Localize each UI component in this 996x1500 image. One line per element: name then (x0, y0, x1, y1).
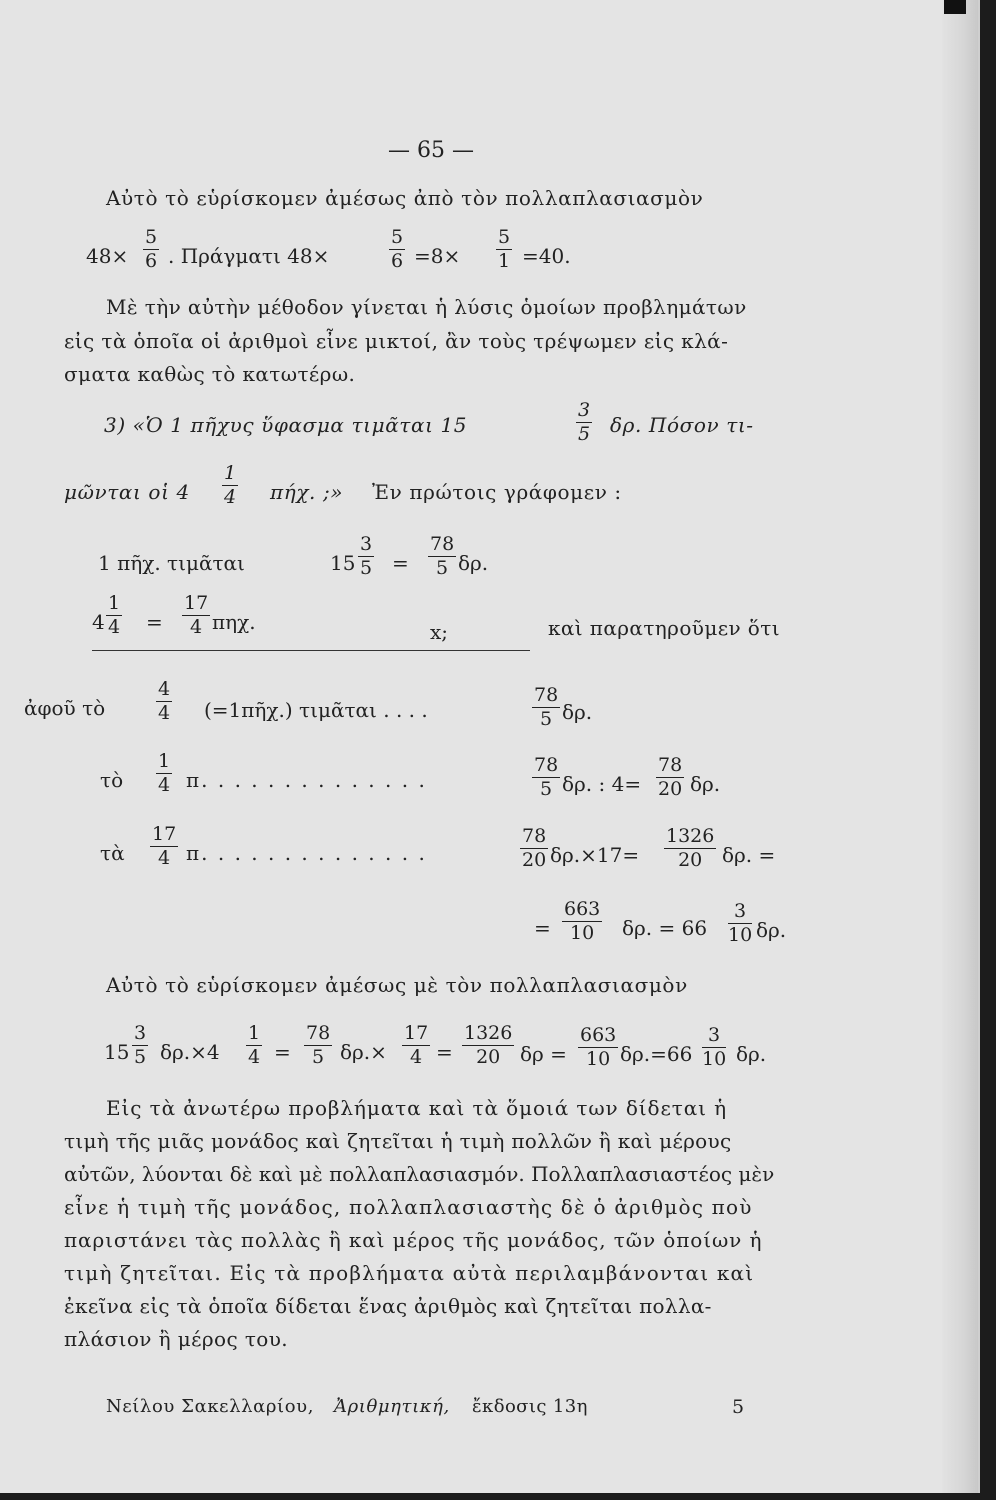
step-text: ἀφοῦ τὸ (24, 696, 106, 720)
fraction: $\frac{78}{5}$ (534, 754, 559, 800)
fraction: $\frac{5}{6}$ (145, 226, 158, 272)
step-text: δρ. = (722, 843, 776, 867)
setup-text: πηχ. (212, 610, 256, 634)
fraction: $\frac{4}{4}$ (158, 678, 171, 724)
fraction: $\frac{3}{10}$ (728, 900, 753, 946)
paragraph-line: τιμὴ τῆς μιᾶς μονάδος καὶ ζητεῖται ἡ τιμὴ πολλῶν ἢ καὶ μέρους (64, 1129, 732, 1153)
paragraph-line: πλάσιον ἢ μέρος του. (64, 1327, 289, 1351)
fraction: $\frac{78}{5}$ (430, 533, 455, 579)
problem-text: μῶνται οἱ 4 (64, 480, 190, 504)
fraction: $\frac{5}{6}$ (391, 226, 404, 272)
footer-title: Ἀριθμητική, (334, 1396, 450, 1417)
page-number: — 65 — (388, 138, 474, 163)
fraction: $\frac{1}{4}$ (248, 1022, 261, 1068)
eq-text: δρ.=66 (620, 1042, 693, 1066)
fraction: $\frac{3}{10}$ (702, 1024, 727, 1070)
fraction: $\frac{663}{10}$ (564, 898, 601, 944)
step-text: (=1πῆχ.) τιμᾶται . . . . (204, 698, 428, 722)
eq-text: = (274, 1040, 291, 1064)
eq-text: δρ. (736, 1042, 767, 1066)
fraction: $\frac{78}{20}$ (522, 825, 547, 871)
step-text: δρ. (756, 918, 787, 942)
paragraph-line: Αὐτὸ τὸ εὑρίσκομεν ἀμέσως μὲ τὸν πολλαπλασιασμὸν (106, 973, 688, 997)
eq-text: . Πράγματι 48× (168, 244, 330, 268)
fraction: $\frac{3}{5}$ (134, 1022, 147, 1068)
eq-text: δρ.× (340, 1040, 387, 1064)
step-text: δρ. = 66 (622, 916, 708, 940)
fraction: $\frac{3}{5}$ (578, 399, 591, 445)
eq-text: 15 (104, 1040, 130, 1064)
step-text: τὰ (100, 841, 125, 865)
eq-text: =40. (522, 244, 571, 268)
setup-text: δρ. (458, 551, 489, 575)
step-text: π. . . . . . . . . . . . . . (186, 841, 427, 865)
setup-text: 15 (330, 551, 356, 575)
paragraph-line: ἐκεῖνα εἰς τὰ ὁποῖα δίδεται ἕνας ἀριθμὸς καὶ ζητεῖται πολλα- (64, 1294, 712, 1318)
problem-text: δρ. Πόσον τι- (610, 413, 754, 437)
setup-text: 4 (92, 610, 105, 634)
problem-text: 3) «Ὁ 1 πῆχυς ὕφασμα τιμᾶται 15 (104, 413, 468, 437)
paragraph-line: παριστάνει τὰς πολλὰς ἢ καὶ μέρος τῆς μονάδος, τῶν ὁποίων ἡ (64, 1228, 763, 1252)
step-text: τὸ (100, 768, 124, 792)
page-corner-shadow (944, 0, 966, 14)
eq-text: =8× (414, 244, 461, 268)
eq-text: 48× (86, 244, 129, 268)
fraction: $\frac{1}{4}$ (158, 750, 171, 796)
signature-mark: 5 (732, 1396, 745, 1418)
step-text: = (534, 916, 551, 940)
setup-rule (92, 650, 530, 651)
paragraph-line: Εἰς τὰ ἀνωτέρω προβλήματα καὶ τὰ ὅμοιά των δίδεται ἡ (106, 1096, 727, 1120)
eq-text: = (436, 1040, 453, 1064)
paragraph-line: Μὲ τὴν αὐτὴν μέθοδον γίνεται ἡ λύσις ὁμοίων προβλημάτων (106, 295, 747, 319)
fraction: $\frac{17}{4}$ (184, 592, 209, 638)
eq-text: δρ = (520, 1042, 567, 1066)
paragraph-line: εἰς τὰ ὁποῖα οἱ ἀριθμοὶ εἶνε μικτοί, ἂν τοὺς τρέψωμεν εἰς κλά- (64, 329, 729, 353)
problem-text: Ἐν πρώτοις γράφομεν : (372, 480, 622, 504)
setup-text: 1 πῆχ. τιμᾶται (98, 551, 245, 575)
setup-text: = (392, 551, 409, 575)
step-text: π. . . . . . . . . . . . . . (186, 768, 427, 792)
fraction: $\frac{663}{10}$ (580, 1024, 617, 1070)
fraction: $\frac{1326}{20}$ (464, 1022, 513, 1068)
fraction: $\frac{5}{1}$ (498, 226, 511, 272)
step-text: δρ.×17= (550, 843, 640, 867)
setup-text: x; (430, 620, 449, 644)
page-edge (942, 0, 978, 1493)
fraction: $\frac{17}{4}$ (404, 1022, 429, 1068)
footer-author: Νείλου Σακελλαρίου, (106, 1396, 315, 1417)
fraction: $\frac{78}{5}$ (534, 684, 559, 730)
fraction: $\frac{17}{4}$ (152, 823, 177, 869)
paragraph-line: αὐτῶν, λύονται δὲ καὶ μὲ πολλαπλασιασμόν. Πολλαπλασιαστέος μὲν (64, 1162, 775, 1186)
footer-edition: ἔκδοσις 13η (472, 1396, 588, 1417)
setup-text: καὶ παρατηροῦμεν ὅτι (548, 616, 780, 640)
setup-text: = (146, 610, 163, 634)
paragraph-line: σματα καθὼς τὸ κατωτέρω. (64, 362, 356, 386)
eq-text: δρ.×4 (160, 1040, 220, 1064)
step-text: δρ. : 4= (562, 772, 642, 796)
fraction: $\frac{1}{4}$ (224, 462, 237, 508)
fraction: $\frac{78}{5}$ (306, 1022, 331, 1068)
step-text: δρ. (562, 700, 593, 724)
problem-text: πήχ. ;» (270, 480, 344, 504)
step-text: δρ. (690, 772, 721, 796)
fraction: $\frac{1}{4}$ (108, 592, 121, 638)
fraction: $\frac{1326}{20}$ (666, 825, 715, 871)
fraction: $\frac{3}{5}$ (360, 533, 373, 579)
paragraph-line: Αὐτὸ τὸ εὑρίσκομεν ἀμέσως ἀπὸ τὸν πολλαπλασιασμὸν (106, 186, 704, 210)
paragraph-line: εἶνε ἡ τιμὴ τῆς μονάδος, πολλαπλασιαστὴς δὲ ὁ ἀριθμὸς ποὺ (64, 1195, 753, 1219)
paragraph-line: τιμὴ ζητεῖται. Εἰς τὰ προβλήματα αὐτὰ περιλαμβάνονται καὶ (64, 1261, 755, 1285)
fraction: $\frac{78}{20}$ (658, 754, 683, 800)
